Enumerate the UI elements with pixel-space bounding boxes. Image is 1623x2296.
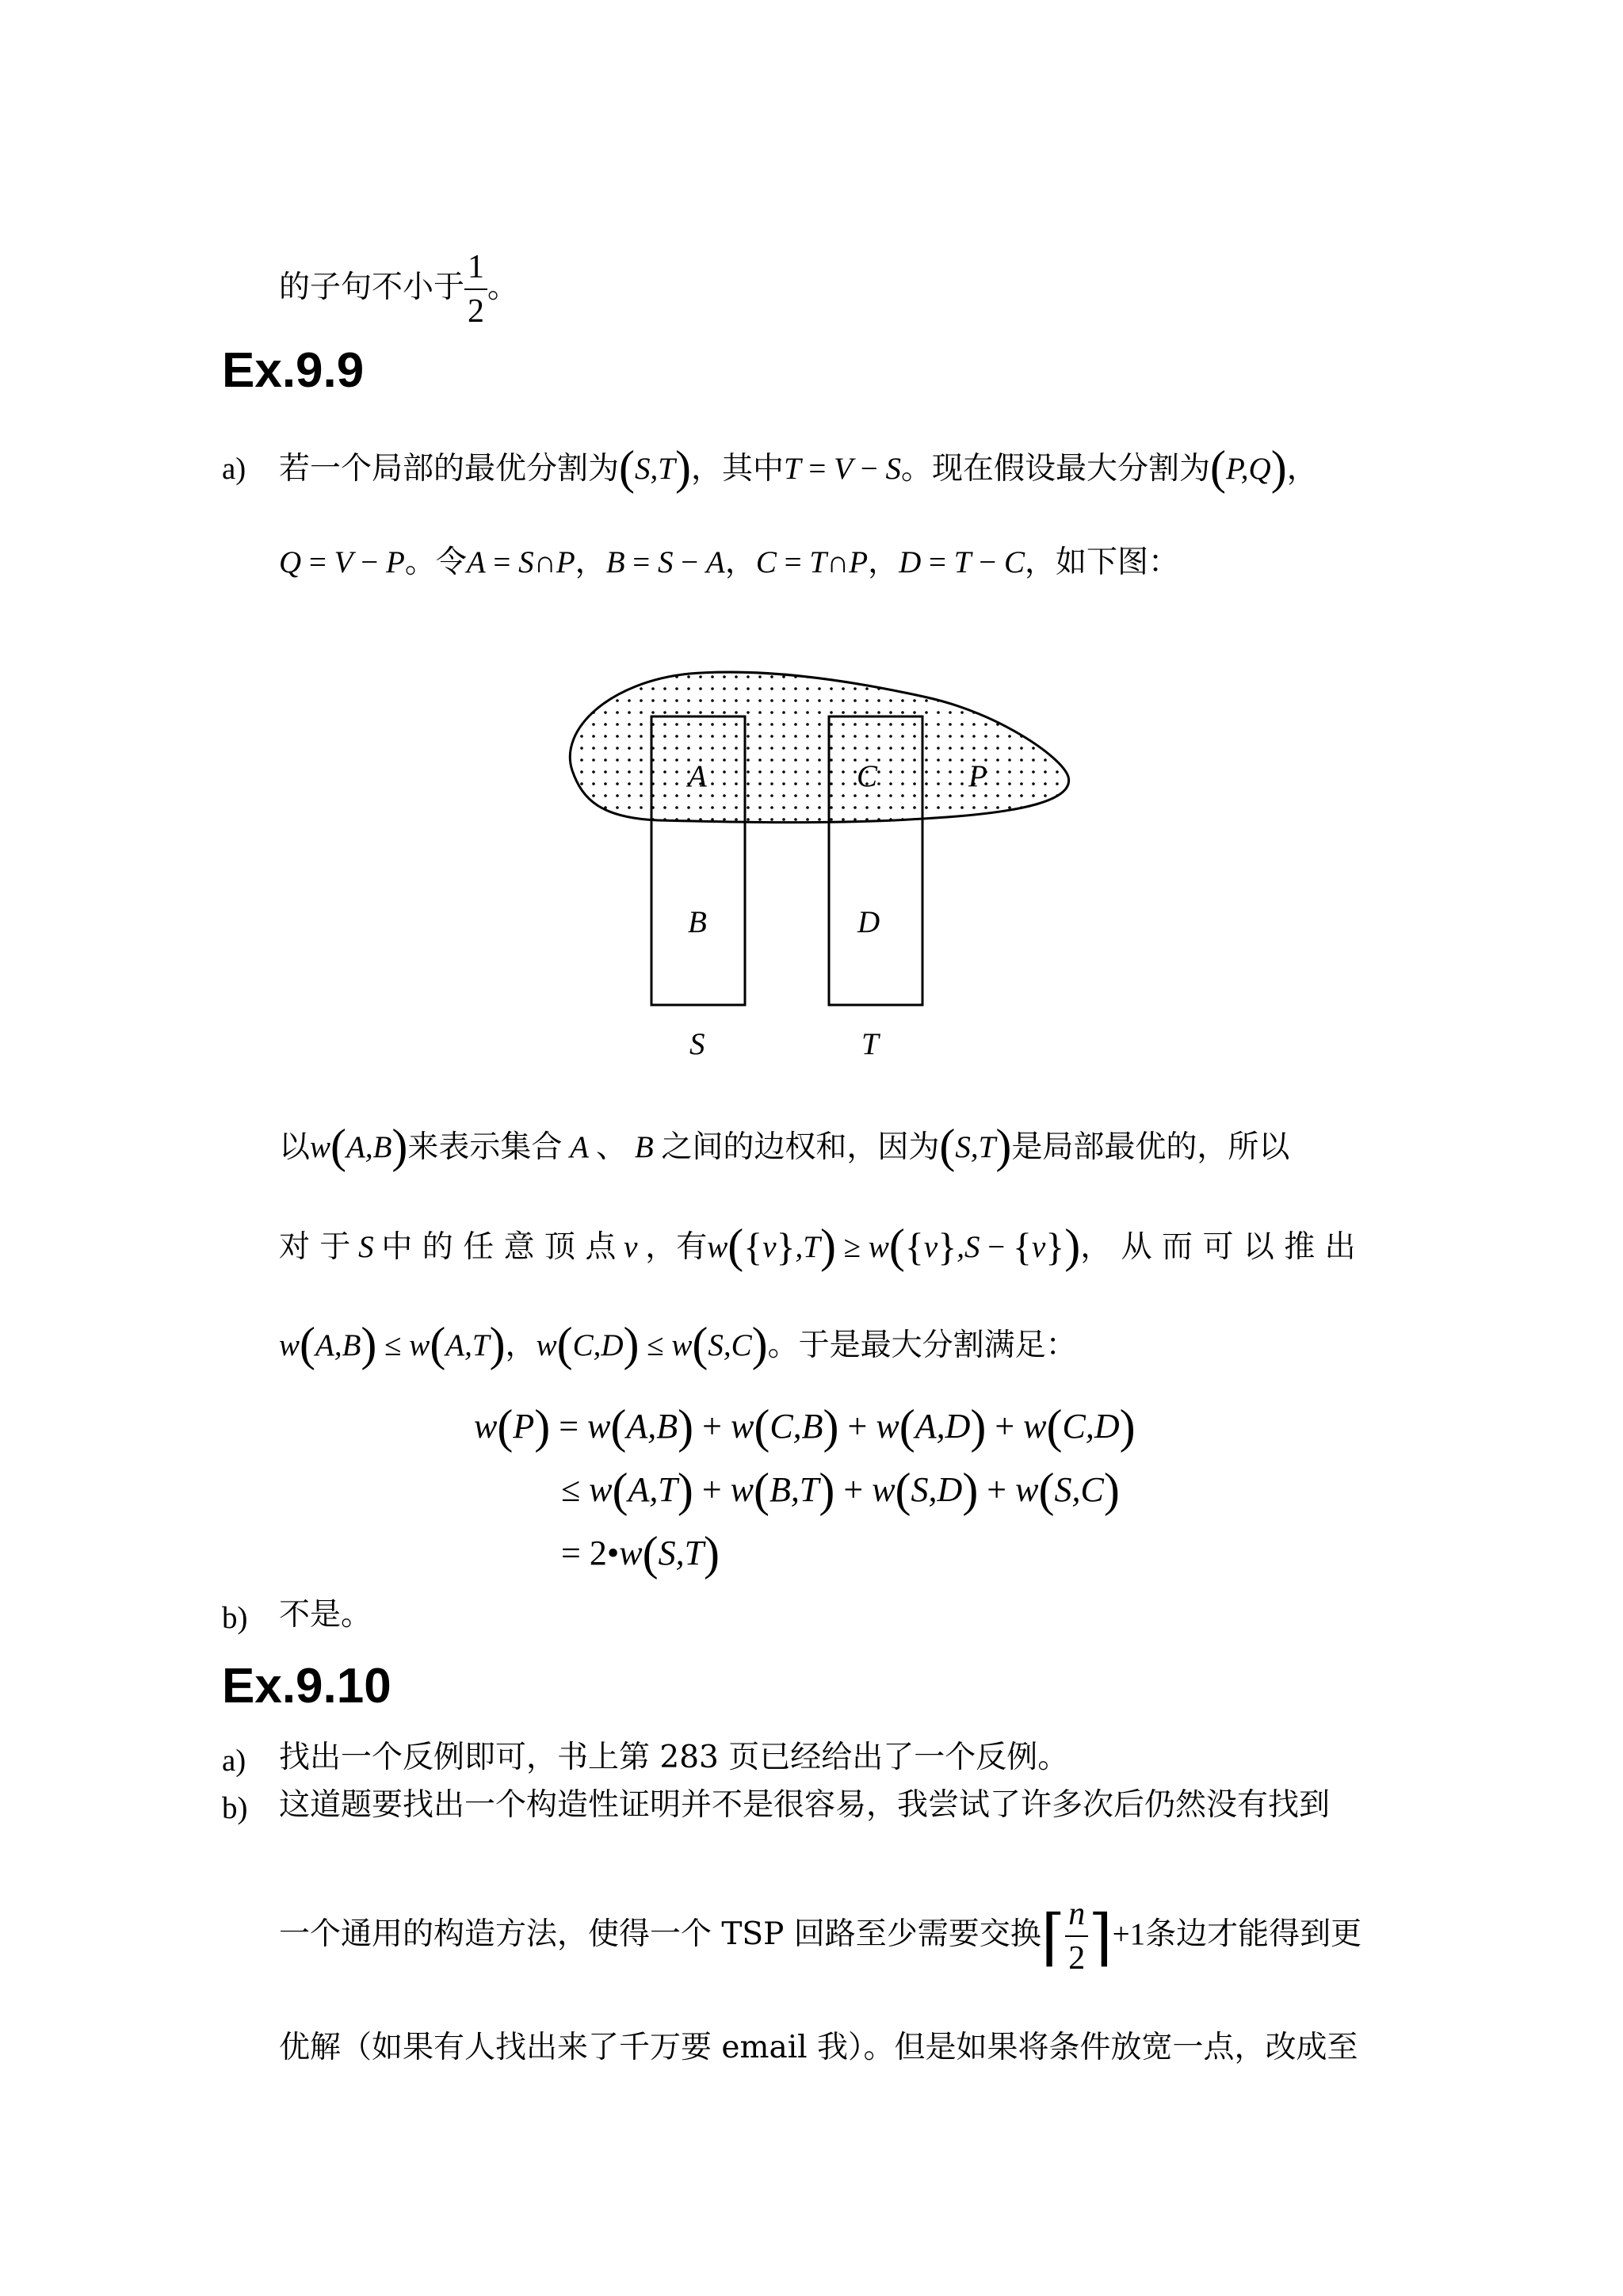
math: w [671, 1328, 693, 1362]
para1: 以 [279, 1129, 311, 1165]
math: A,D [915, 1407, 971, 1446]
top-line [279, 250, 518, 328]
top-line-text: 的子句不小于 [279, 269, 465, 305]
label-s: S [689, 1027, 705, 1061]
para6: 对 于 [279, 1229, 351, 1265]
equation-line2 [561, 1464, 1120, 1516]
paren: ( [556, 1318, 573, 1370]
paren: ) [995, 1120, 1012, 1172]
math: B,T [769, 1470, 819, 1509]
math: S,D [911, 1470, 963, 1509]
brace: { [904, 1224, 924, 1269]
ex99-para-line2 [279, 1220, 1356, 1272]
math: P,Q [1225, 452, 1271, 486]
paren: ) [820, 1220, 836, 1272]
ex910-b-line2 [279, 1897, 1361, 1975]
math: v [616, 1230, 646, 1264]
brace: { [743, 1224, 763, 1269]
a-text4: ， [1286, 451, 1318, 487]
math: w [279, 1328, 300, 1362]
math: v [1031, 1230, 1046, 1264]
math: C,D [1062, 1407, 1120, 1446]
paren: ( [642, 1527, 659, 1580]
frac-denominator: 2 [1065, 1935, 1088, 1975]
para9: ， 从 而 可 以 推 出 [1080, 1229, 1356, 1265]
math: = [301, 545, 334, 579]
b-line2-post: 条边才能得到更 [1145, 1916, 1362, 1952]
paren: ) [751, 1318, 768, 1370]
math: V [334, 545, 353, 579]
math: − [852, 452, 886, 486]
math: = [485, 545, 519, 579]
plus-one: +1 [1112, 1917, 1146, 1951]
math: w [868, 1230, 889, 1264]
paren: ( [619, 441, 635, 494]
math: S,T [635, 452, 675, 486]
para7: 中 的 任 意 顶 点 [381, 1229, 617, 1265]
ex910-b-line1: 这道题要找出一个构造性证明并不是很容易，我尝试了许多次后仍然没有找到 [279, 1787, 1331, 1823]
math: A [562, 1130, 597, 1164]
math: w [872, 1470, 896, 1509]
math: w [730, 1407, 754, 1446]
label-p: P [968, 759, 987, 793]
math: w [589, 1470, 613, 1509]
one-half-fraction [464, 250, 487, 328]
math: D [899, 545, 922, 579]
math: ≤ [639, 1328, 672, 1362]
label-a: A [688, 759, 707, 793]
math: = [800, 452, 834, 486]
paren: ) [489, 1318, 506, 1370]
a-text1: 若一个局部的最优分割为 [279, 451, 620, 487]
label-t: T [861, 1027, 879, 1061]
math: w [310, 1130, 331, 1164]
math: S [658, 545, 674, 579]
comma: ， [724, 544, 756, 580]
paren: ( [430, 1318, 446, 1370]
math: − [353, 545, 386, 579]
paren: ) [1064, 1220, 1081, 1272]
brace: } [776, 1224, 796, 1269]
math: A,B [626, 1407, 678, 1446]
a-text3: 。现在假设最大分割为 [900, 451, 1210, 487]
math: + [693, 1470, 731, 1509]
ex99-a-line1 [279, 441, 1318, 494]
ex910-b-marker: b) [222, 1791, 248, 1825]
math: B [605, 545, 625, 579]
paren: ) [361, 1318, 377, 1370]
math: ,T [795, 1230, 820, 1264]
brace: } [1045, 1224, 1065, 1269]
para2: 来表示集合 [407, 1129, 563, 1165]
comma: ， [575, 544, 606, 580]
ex910-a-text: 找出一个反例即可，书上第 283 页已经给出了一个反例。 [279, 1740, 1069, 1775]
paren: ( [727, 1220, 744, 1272]
math: P [513, 1407, 535, 1446]
math: T [783, 452, 801, 486]
paren: ( [899, 1400, 915, 1453]
math: T [953, 545, 972, 579]
a-line2-mid: 。令 [404, 544, 467, 580]
para8: ，有 [645, 1229, 708, 1265]
math: + [986, 1407, 1024, 1446]
frac-denominator: 2 [464, 288, 487, 328]
math: + [693, 1407, 731, 1446]
paren: ( [300, 1318, 315, 1370]
math: B [627, 1130, 662, 1164]
math: S [518, 545, 534, 579]
comma: ， [868, 544, 899, 580]
math: A [706, 545, 725, 579]
ex99-heading: Ex.9.9 [222, 343, 365, 398]
math: + [978, 1470, 1016, 1509]
math: A,T [445, 1328, 490, 1362]
math: w [587, 1407, 611, 1446]
brace: } [938, 1224, 957, 1269]
math: w [619, 1534, 643, 1572]
paren: ) [678, 1400, 694, 1453]
equation-line3 [561, 1527, 720, 1580]
p-blob [570, 672, 1068, 823]
paren: ( [754, 1464, 770, 1516]
paren: ( [1038, 1464, 1055, 1516]
top-line-end: 。 [487, 269, 519, 305]
paren: ( [895, 1464, 911, 1516]
math: S,C [1054, 1470, 1104, 1509]
para3: 、 [596, 1129, 628, 1165]
math: C [755, 545, 777, 579]
comma: ， [505, 1328, 537, 1363]
frac-numerator: n [1068, 1896, 1086, 1932]
math: ,S [957, 1230, 980, 1264]
math: w [1015, 1470, 1039, 1509]
ex99-b-marker: b) [222, 1601, 248, 1635]
math: ∩ [827, 545, 850, 579]
math: v [762, 1230, 777, 1264]
set-partition-figure [555, 650, 1078, 1062]
math: S,T [658, 1534, 705, 1572]
a-text2: ，其中 [690, 451, 784, 487]
paren: ) [1103, 1464, 1120, 1516]
math: + [838, 1407, 876, 1446]
label-d: D [857, 905, 880, 939]
para5: 是局部最优的，所以 [1011, 1129, 1290, 1165]
paren: ( [610, 1400, 627, 1453]
paren: ( [692, 1318, 708, 1370]
math: T [809, 545, 827, 579]
ex99-a-line2 [279, 544, 1179, 580]
math: ≤ [376, 1328, 410, 1362]
math: − [673, 545, 707, 579]
math: = [776, 545, 810, 579]
math: ≤ [561, 1470, 590, 1509]
math: = [624, 545, 659, 579]
paren: ) [1119, 1400, 1136, 1453]
paren: ) [819, 1464, 835, 1516]
ex910-a-marker: a) [222, 1744, 246, 1778]
math: v [923, 1230, 938, 1264]
ex910-heading: Ex.9.10 [222, 1659, 391, 1713]
math: S [350, 1230, 382, 1264]
equation-line1 [474, 1400, 1136, 1453]
math: + [834, 1470, 873, 1509]
paren: ( [888, 1220, 905, 1272]
ceil-right: ⌉ [1088, 1903, 1113, 1972]
math: w [730, 1470, 754, 1509]
math: A,T [628, 1470, 678, 1509]
paren: ) [623, 1318, 640, 1370]
ceil-left: ⌈ [1041, 1903, 1066, 1972]
paren: ) [1270, 441, 1287, 494]
math: − [971, 545, 1004, 579]
math: − [980, 1230, 1013, 1264]
math: ≥ [835, 1230, 869, 1264]
ex99-a-marker: a) [222, 452, 246, 486]
math: A [466, 545, 486, 579]
math: w [707, 1230, 728, 1264]
math: = [921, 545, 954, 579]
paren: ) [674, 441, 691, 494]
paren: ) [962, 1464, 979, 1516]
paren: ( [939, 1120, 956, 1172]
paren: ) [391, 1120, 408, 1172]
ex99-b-text: 不是。 [279, 1597, 372, 1633]
paren: ) [534, 1400, 551, 1453]
paren: ) [677, 1464, 693, 1516]
math: P [556, 545, 575, 579]
ex99-para-line3 [279, 1318, 1077, 1370]
label-b: B [688, 905, 707, 939]
para4: 之间的边权和，因为 [661, 1129, 940, 1165]
math: = [550, 1407, 588, 1446]
math: w [474, 1407, 498, 1446]
n-over-2-fraction [1065, 1897, 1088, 1975]
label-c: C [857, 759, 878, 793]
math: w [1023, 1407, 1047, 1446]
paren: ( [754, 1400, 770, 1453]
brace: { [1012, 1224, 1032, 1269]
math: A,B [315, 1328, 361, 1362]
paren: ( [330, 1120, 347, 1172]
math: C,B [769, 1407, 823, 1446]
math: P [849, 545, 869, 579]
math: S [885, 452, 901, 486]
frac-numerator: 1 [468, 249, 485, 285]
paren: ( [497, 1400, 514, 1453]
math: P [386, 545, 405, 579]
math: w [536, 1328, 557, 1362]
math: S,T [955, 1130, 996, 1164]
math: w [876, 1407, 899, 1446]
paren: ( [612, 1464, 628, 1516]
math: ∩ [533, 545, 556, 579]
ex99-para-line1 [279, 1120, 1290, 1172]
para10: 。于是最大分割满足： [767, 1328, 1077, 1363]
paren: ( [1210, 441, 1226, 494]
math: S,C [708, 1328, 752, 1362]
b-line2-pre: 一个通用的构造方法，使得一个 TSP 回路至少需要交换 [279, 1916, 1041, 1952]
math: w [409, 1328, 430, 1362]
math: C,D [572, 1328, 624, 1362]
math: C [1003, 545, 1025, 579]
ex910-b-line3: 优解（如果有人找出来了千万要 email 我）。但是如果将条件放宽一点，改成至 [279, 2030, 1358, 2065]
math: = 2• [561, 1534, 620, 1572]
math: A,B [346, 1130, 392, 1164]
paren: ) [704, 1527, 720, 1580]
a-line2-end: ，如下图： [1024, 544, 1179, 580]
math: V [834, 452, 853, 486]
paren: ) [970, 1400, 987, 1453]
paren: ) [823, 1400, 839, 1453]
paren: ( [1046, 1400, 1063, 1453]
math: Q [279, 545, 302, 579]
